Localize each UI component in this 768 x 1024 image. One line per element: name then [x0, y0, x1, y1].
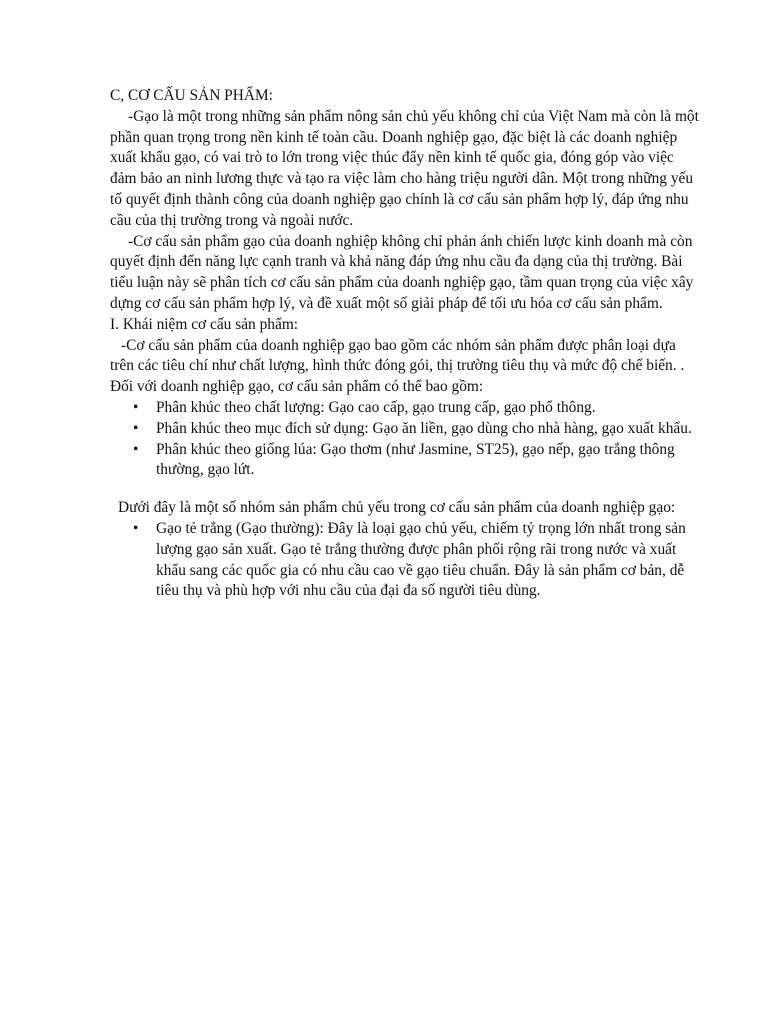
list-item	[110, 519, 700, 602]
paragraph-intro: -Gạo là một trong những sản phẩm nông sản chủ yếu không chỉ của Việt Nam mà còn là một phần quan trọng trong nền kinh tế toàn cầu. Doanh nghiệp gạo, đặc biệt là các doanh nghiệp xuất khẩu gạo, có vai trò to lớn trong việc thúc đẩy nền kinh tế quốc gia, đóng góp vào việc đảm bảo an ninh lương thực và tạo ra việc làm cho hàng triệu người dân. Một trong những yếu tố quyết định thành công của doanh nghiệp gạo chính là cơ cấu sản phẩm hợp lý, đáp ứng nhu cầu của thị trường trong và ngoài nước.	[110, 107, 699, 229]
paragraph-structure-strategy: -Cơ cấu sản phẩm gạo của doanh nghiệp không chỉ phản ánh chiến lược kinh doanh mà còn quyết định đến năng lực cạnh tranh và khả năng đáp ứng nhu cầu đa dạng của thị trường. Bài tiểu luận này sẽ phân tích cơ cấu sản phẩm của doanh nghiệp gạo, tầm quan trọng của việc xây dựng cơ cấu sản phẩm hợp lý, và đề xuất một số giải pháp để tối ưu hóa cơ cấu sản phẩm.	[110, 232, 694, 312]
bullet-icon: •	[133, 398, 139, 416]
list-item	[110, 440, 700, 482]
bullet-icon: •	[133, 419, 139, 437]
paragraph-product-groups-intro: Dưới đây là một số nhóm sản phẩm chủ yếu trong cơ cấu sản phẩm của doanh nghiệp gạo:	[118, 499, 676, 517]
product-group-list	[110, 519, 700, 602]
list-item-text: Phân khúc theo mục đích sử dụng: Gạo ăn liền, gạo dùng cho nhà hàng, gạo xuất khẩu.	[156, 419, 692, 437]
section-heading-i: I. Khái niệm cơ cấu sản phẩm:	[110, 315, 299, 333]
segment-list	[110, 398, 700, 481]
list-item-text: Phân khúc theo giống lúa: Gạo thơm (như Jasmine, ST25), gạo nếp, gạo trắng thông thường, gạo lứt.	[156, 440, 675, 479]
paragraph-definition: -Cơ cấu sản phẩm của doanh nghiệp gạo bao gồm các nhóm sản phẩm được phân loại dựa trên các tiêu chí như chất lượng, hình thức đóng gói, thị trường tiêu thụ và mức độ chế biến. . Đối với doanh nghiệp gạo, cơ cấu sản phẩm có thể bao gồm:	[110, 336, 685, 396]
section-heading-c: C, CƠ CẤU SẢN PHẨM:	[110, 87, 273, 104]
bullet-icon: •	[133, 440, 139, 458]
list-item-text: Phân khúc theo chất lượng: Gạo cao cấp, gạo trung cấp, gạo phổ thông.	[156, 398, 596, 416]
bullet-icon: •	[133, 519, 139, 537]
list-item-text: Gạo tẻ trắng (Gạo thường): Đây là loại gạo chủ yếu, chiếm tỷ trọng lớn nhất trong sản lượng gạo sản xuất. Gạo tẻ trắng thường được phân phối rộng rãi trong nước và xuất khẩu sang các quốc gia có nhu cầu cao về gạo tiêu chuẩn. Đây là sản phẩm cơ bản, dễ tiêu thụ và phù hợp với nhu cầu của đại đa số người tiêu dùng.	[156, 519, 686, 600]
list-item	[110, 398, 700, 419]
document-body	[110, 86, 700, 602]
list-item	[110, 419, 700, 440]
